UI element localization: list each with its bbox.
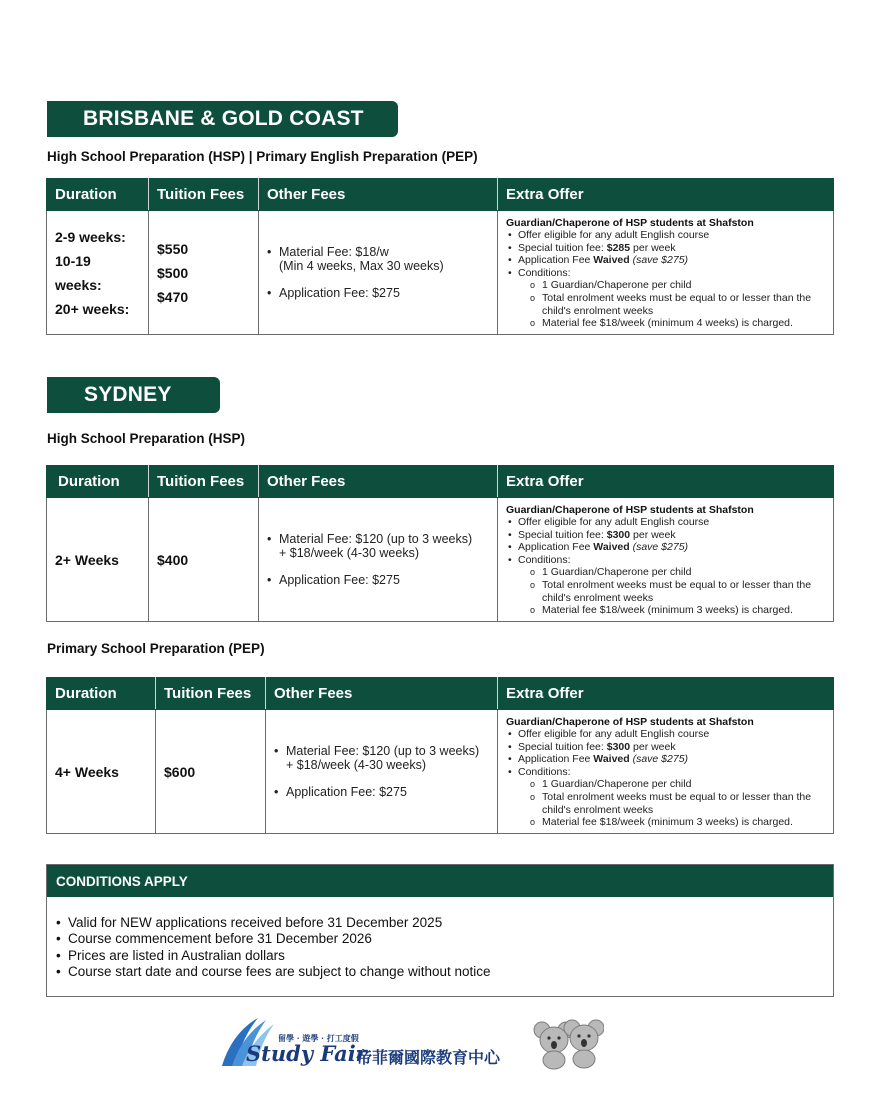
header-tuition-fees: Tuition Fees (149, 179, 259, 211)
offer-item: • Special tuition fee: $300 per week (506, 741, 825, 754)
condition-item: o 1 Guardian/Chaperone per child (530, 566, 825, 579)
header-other-fees: Other Fees (259, 466, 498, 498)
tuition-cell (149, 211, 259, 335)
header-duration: Duration (47, 466, 149, 498)
sydney-pep-subtitle: Primary School Preparation (PEP) (47, 641, 265, 656)
duration-value: 2+ Weeks (47, 498, 149, 622)
condition-item: o Total enrolment weeks must be equal to or lesser than the child's enrolment weeks (530, 292, 825, 317)
tuition-value: $550 (157, 240, 189, 257)
extra-offer-cell (498, 710, 834, 834)
table-row (47, 710, 834, 834)
condition-item: o 1 Guardian/Chaperone per child (530, 279, 825, 292)
other-fees-cell (259, 498, 498, 622)
extra-offer-cell (498, 498, 834, 622)
condition-line: • Prices are listed in Australian dollars (56, 948, 833, 964)
other-fees-cell (259, 211, 498, 335)
brisbane-banner-title: BRISBANE & GOLD COAST (83, 107, 364, 130)
application-fee-item: • Application Fee: $275 (274, 785, 489, 799)
material-fee-item: • Material Fee: $120 (up to 3 weeks) + $18/week (4-30 weeks) (274, 744, 489, 772)
offer-item: • Conditions: o 1 Guardian/Chaperone per child o Total enrolment weeks must be equal to or lesser than the child's enrolment weeks o Material fee $18/week (minimum 4 weeks) is charged. (506, 267, 825, 330)
sydney-hsp-fee-table (46, 465, 834, 622)
sydney-banner (47, 377, 220, 413)
extra-offer-cell (498, 211, 834, 335)
logo-chinese-name: 帝菲爾國際教育中心 (356, 1048, 501, 1067)
brisbane-subtitle: High School Preparation (HSP) | Primary English Preparation (PEP) (47, 149, 478, 164)
offer-item: • Application Fee Waived (save $275) (506, 254, 825, 267)
header-tuition-fees: Tuition Fees (156, 678, 266, 710)
offer-item: • Conditions: o 1 Guardian/Chaperone per child o Total enrolment weeks must be equal to or lesser than the child's enrolment weeks o Material fee $18/week (minimum 3 weeks) is charged. (506, 766, 825, 829)
offer-item: • Special tuition fee: $300 per week (506, 529, 825, 542)
condition-line: • Valid for NEW applications received before 31 December 2025 (56, 915, 833, 931)
duration-value: 10-19 weeks: (55, 252, 102, 293)
header-extra-offer: Extra Offer (498, 678, 834, 710)
condition-item: o Total enrolment weeks must be equal to or lesser than the child's enrolment weeks (530, 579, 825, 604)
offer-title: Guardian/Chaperone of HSP students at Shafston (506, 504, 754, 516)
condition-item: o Total enrolment weeks must be equal to or lesser than the child's enrolment weeks (530, 791, 825, 816)
table-row (47, 498, 834, 622)
logo-tagline: 留學 · 遊學 · 打工度假 (278, 1033, 359, 1043)
duration-cell (47, 211, 149, 335)
header-duration: Duration (47, 678, 156, 710)
conditions-title: CONDITIONS APPLY (47, 865, 833, 897)
conditions-box (46, 864, 834, 997)
offer-item: • Conditions: o 1 Guardian/Chaperone per child o Total enrolment weeks must be equal to or lesser than the child's enrolment weeks o Material fee $18/week (minimum 3 weeks) is charged. (506, 554, 825, 617)
other-fees-cell (266, 710, 498, 834)
sydney-hsp-subtitle: High School Preparation (HSP) (47, 431, 246, 446)
condition-item: o 1 Guardian/Chaperone per child (530, 778, 825, 791)
material-fee-item: • Material Fee: $18/w (Min 4 weeks, Max 30 weeks) (267, 245, 489, 273)
header-extra-offer: Extra Offer (498, 179, 834, 211)
offer-item: • Offer eligible for any adult English course (506, 516, 825, 529)
application-fee-item: • Application Fee: $275 (267, 573, 489, 587)
condition-item: o Material fee $18/week (minimum 4 weeks) is charged. (530, 317, 825, 330)
condition-item: o Material fee $18/week (minimum 3 weeks) is charged. (530, 604, 825, 617)
header-other-fees: Other Fees (266, 678, 498, 710)
header-other-fees: Other Fees (259, 179, 498, 211)
tuition-value: $470 (157, 288, 189, 305)
material-fee-item: • Material Fee: $120 (up to 3 weeks) + $18/week (4-30 weeks) (267, 532, 489, 560)
offer-title: Guardian/Chaperone of HSP students at Shafston (506, 217, 754, 229)
offer-item: • Special tuition fee: $285 per week (506, 242, 825, 255)
tuition-value: $600 (156, 710, 266, 834)
sydney-pep-fee-table (46, 677, 834, 834)
application-fee-item: • Application Fee: $275 (267, 286, 489, 300)
tuition-value: $400 (149, 498, 259, 622)
offer-item: • Application Fee Waived (save $275) (506, 541, 825, 554)
study-fair-logo (218, 1014, 608, 1080)
offer-item: • Offer eligible for any adult English course (506, 229, 825, 242)
duration-value: 2-9 weeks: (55, 228, 126, 245)
koala-mascot-icon (532, 1018, 604, 1070)
offer-item: • Offer eligible for any adult English course (506, 728, 825, 741)
sydney-banner-title: SYDNEY (84, 383, 172, 406)
header-duration: Duration (47, 179, 149, 211)
table-header-row (47, 678, 834, 710)
tuition-value: $500 (157, 264, 189, 281)
condition-line: • Course commencement before 31 December 2026 (56, 931, 833, 947)
logo-brand: Study Fair (246, 1041, 367, 1066)
condition-item: o Material fee $18/week (minimum 3 weeks) is charged. (530, 816, 825, 829)
conditions-list (47, 897, 833, 980)
table-header-row (47, 466, 834, 498)
offer-item: • Application Fee Waived (save $275) (506, 753, 825, 766)
brisbane-banner (47, 101, 398, 137)
table-header-row (47, 179, 834, 211)
duration-value: 20+ weeks: (55, 300, 130, 317)
brisbane-fee-table (46, 178, 834, 335)
table-row (47, 211, 834, 335)
header-tuition-fees: Tuition Fees (149, 466, 259, 498)
duration-value: 4+ Weeks (47, 710, 156, 834)
condition-line: • Course start date and course fees are subject to change without notice (56, 964, 833, 980)
offer-title: Guardian/Chaperone of HSP students at Shafston (506, 716, 754, 728)
header-extra-offer: Extra Offer (498, 466, 834, 498)
